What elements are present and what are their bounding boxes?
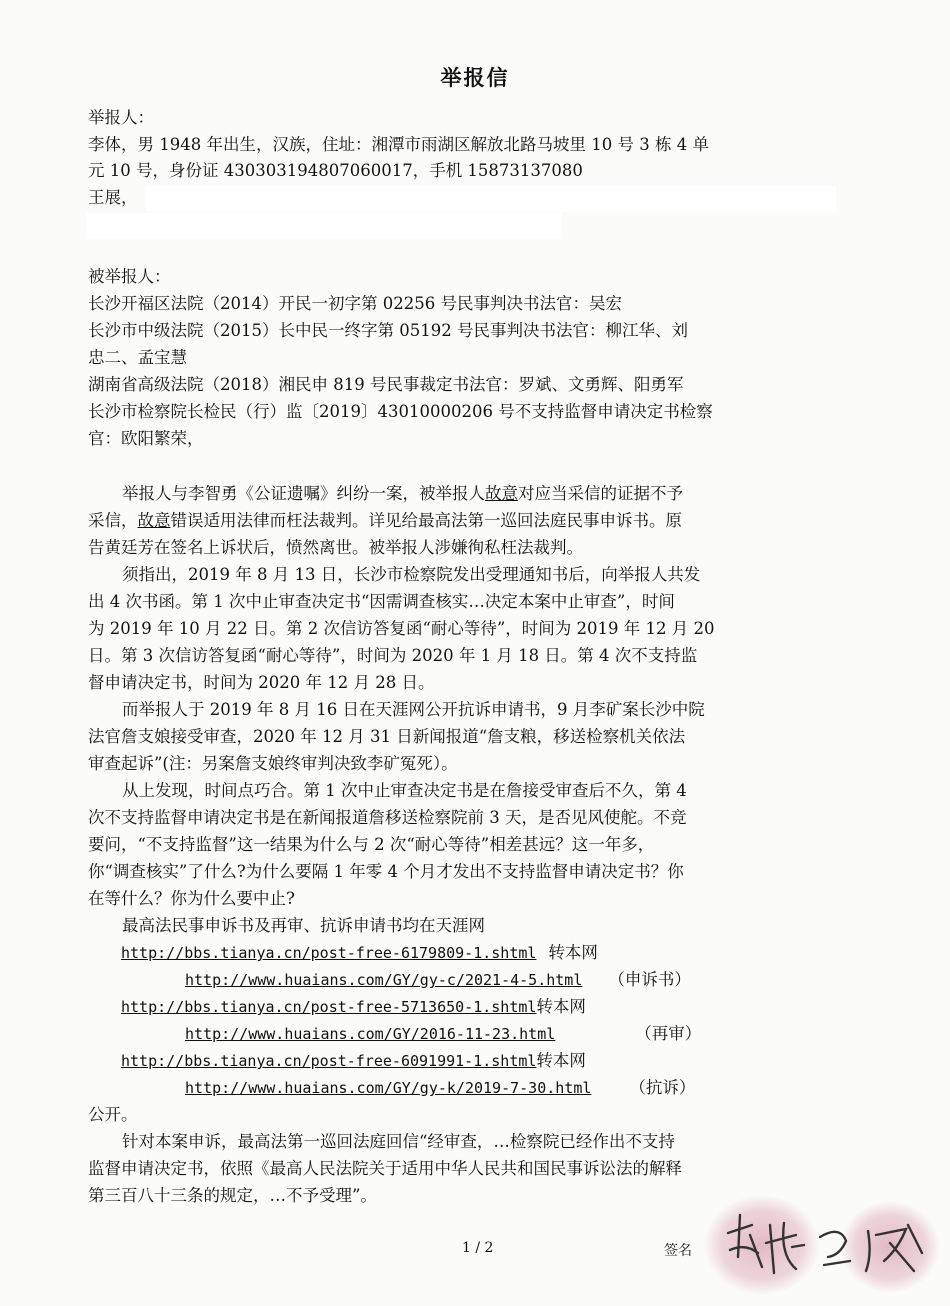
- link-row-1: http://bbs.tianya.cn/post-free-6179809-1.shtml 转本网: [121, 943, 598, 962]
- reporter-line-2: 元 10 号，身份证 430303194807060017，手机 15873137080: [88, 161, 583, 180]
- page-title: 举报信: [440, 65, 510, 90]
- reporter-label: 举报人：: [88, 108, 154, 127]
- accused-label: 被举报人：: [88, 267, 171, 286]
- para5-line: 第三百八十三条的规定，…不予受理”。: [88, 1186, 377, 1205]
- para1-line-2: 采信，故意错误适用法律而枉法裁判。详见给最高法第一巡回法庭民事申诉书。原: [88, 511, 682, 530]
- link-row-2: http://www.huaians.com/GY/gy-c/2021-4-5.html （申诉书）: [185, 970, 691, 989]
- accused-line: 长沙市检察院长检民（行）监〔2019〕43010000206 号不支持监督申请决定书检察: [88, 402, 713, 421]
- reporter-name-2: 王展，: [88, 188, 138, 207]
- para4-line: 次不支持监督申请决定书是在新闻报道詹移送检察院前 3 天，是否见风使舵。不竞: [88, 808, 687, 827]
- reporter-line-1: 李体，男 1948 年出生，汉族，住址：湘潭市雨湖区解放北路马坡里 10 号 3 栋 4 单: [88, 135, 709, 154]
- accused-line: 长沙市中级法院（2015）长中民一终字第 05192 号民事判决书法官：柳江华、刘: [88, 321, 688, 340]
- para4-line: 从上发现，时间点巧合。第 1 次中止审查决定书是在詹接受审查后不久，第 4: [122, 781, 687, 800]
- url-link[interactable]: http://bbs.tianya.cn/post-free-6091991-1.shtml: [121, 1052, 537, 1070]
- para2-line: 督申请决定书，时间为 2020 年 12 月 28 日。: [88, 673, 435, 692]
- signature-stamp-image: [700, 1195, 945, 1300]
- para3-line: 法官詹支娘接受审查，2020 年 12 月 31 日新闻报道“詹支粮，移送检察机关依法: [88, 727, 686, 746]
- page-number: 1 / 2: [462, 1240, 494, 1256]
- para4-line: 要问，“不支持监督”这一结果为什么与 2 次“耐心等待”相差甚远？这一年多，: [88, 835, 655, 854]
- para2-line: 出 4 次书函。第 1 次中止审查决定书“因需调查核实…决定本案中止审查”，时间: [88, 592, 675, 611]
- para1-line-3: 告黄廷芳在签名上诉状后，愤然离世。被举报人涉嫌徇私枉法裁判。: [88, 538, 583, 557]
- url-link[interactable]: http://bbs.tianya.cn/post-free-5713650-1.shtml: [121, 998, 537, 1016]
- accused-line: 官：欧阳繁荣，: [88, 429, 204, 448]
- para2-line: 为 2019 年 10 月 22 日。第 2 次信访答复函“耐心等待”，时间为 2019 年 12 月 20: [88, 619, 715, 638]
- url-link[interactable]: http://www.huaians.com/GY/gy-c/2021-4-5.html: [185, 971, 583, 989]
- accused-line: 长沙开福区法院（2014）开民一初字第 02256 号民事判决书法官：吴宏: [88, 294, 622, 313]
- link-row-4: http://www.huaians.com/GY/2016-11-23.html （再审）: [185, 1024, 702, 1043]
- redaction-box-1: [146, 186, 836, 212]
- accused-line: 湖南省高级法院（2018）湘民申 819 号民事裁定书法官：罗斌、文勇辉、阳勇军: [88, 375, 684, 394]
- links-public: 公开。: [88, 1105, 138, 1124]
- para5-line: 针对本案申诉，最高法第一巡回法庭回信“经审查，…检察院已经作出不支持: [122, 1132, 675, 1151]
- para5-line: 监督申请决定书，依照《最高人民法院关于适用中华人民共和国民事诉讼法的解释: [88, 1159, 682, 1178]
- links-intro: 最高法民事申诉书及再审、抗诉申请书均在天涯网: [122, 916, 485, 935]
- para3-line: 审查起诉”(注：另案詹支娘终审判决致李矿冤死）。: [88, 754, 458, 773]
- url-link[interactable]: http://www.huaians.com/GY/gy-k/2019-7-30.html: [185, 1079, 592, 1097]
- accused-line: 忠二、孟宝慧: [88, 348, 187, 367]
- para1-line-1: 举报人与李智勇《公证遗嘱》纠纷一案，被举报人故意对应当采信的证据不予: [122, 484, 683, 503]
- link-row-3: http://bbs.tianya.cn/post-free-5713650-1.shtml转本网: [121, 997, 586, 1016]
- url-link[interactable]: http://www.huaians.com/GY/2016-11-23.html: [185, 1025, 556, 1043]
- redaction-box-2: [86, 213, 562, 239]
- link-row-6: http://www.huaians.com/GY/gy-k/2019-7-30.html （抗诉）: [185, 1078, 696, 1097]
- url-link[interactable]: http://bbs.tianya.cn/post-free-6179809-1.shtml: [121, 944, 537, 962]
- para2-line: 须指出，2019 年 8 月 13 日，长沙市检察院发出受理通知书后，向举报人共发: [122, 565, 701, 584]
- para4-line: 在等什么？你为什么要中止?: [88, 889, 295, 908]
- signature-label: 签名: [664, 1243, 692, 1259]
- fingerprint-stamp: [840, 1201, 940, 1293]
- link-row-5: http://bbs.tianya.cn/post-free-6091991-1.shtml转本网: [121, 1051, 586, 1070]
- para2-line: 日。第 3 次信访答复函“耐心等待”，时间为 2020 年 1 月 18 日。第 4 次不支持监: [88, 646, 698, 665]
- para4-line: 你“调查核实”了什么?为什么要隔 1 年零 4 个月才发出不支持监督申请决定书？你: [88, 862, 684, 881]
- para3-line: 而举报人于 2019 年 8 月 16 日在天涯网公开抗诉申请书，9 月李矿案长沙中院: [122, 700, 705, 719]
